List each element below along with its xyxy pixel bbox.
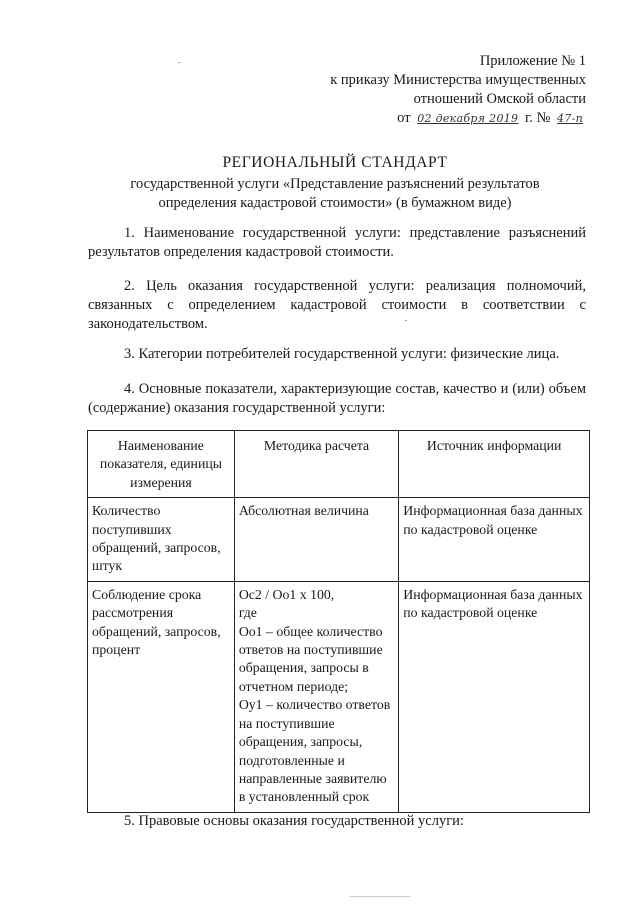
standard-title: РЕГИОНАЛЬНЫЙ СТАНДАРТ — [222, 154, 448, 171]
date-prefix: от — [397, 110, 411, 126]
row2-source: Информационная база данных по кадастровой оценке — [399, 581, 590, 812]
section-1-service-name: 1. Наименование государственной услуги: представление разъяснений результатов определения кадастровой стоимости. — [88, 225, 586, 260]
scan-speck — [178, 62, 180, 63]
appendix-order-ref: к приказу Министерства имущественных — [330, 72, 586, 88]
header-calculation-method: Методика расчета — [234, 431, 398, 498]
table-row — [88, 498, 590, 582]
appendix-ministry: отношений Омской области — [413, 91, 586, 107]
section-4-indicators: 4. Основные показатели, характеризующие состав, качество и (или) объем (содержание) оказания государственной услуги: — [88, 381, 586, 416]
section-2-service-goal: 2. Цель оказания государственной услуги: реализация полномочий, связанных с определением кадастровой стоимости в соответствии с законодательством. — [88, 278, 586, 332]
service-title-line2: определения кадастровой стоимости» (в бумажном виде) — [158, 195, 512, 211]
handwritten-order-number: 47-п — [557, 112, 583, 125]
header-indicator-name: Наименование показателя, единицы измерения — [88, 431, 235, 498]
row2-indicator: Соблюдение срока рассмотрения обращений, запросов, процент — [88, 581, 235, 812]
table-header-row — [88, 431, 590, 498]
table-row — [88, 581, 590, 812]
appendix-date-line — [330, 109, 586, 128]
row1-method: Абсолютная величина — [234, 498, 398, 582]
order-number-label: г. № — [524, 110, 551, 126]
appendix-number: Приложение № 1 — [479, 53, 586, 69]
service-title-line1: государственной услуги «Представление разъяснений результатов — [130, 176, 540, 192]
header-information-source: Источник информации — [399, 431, 590, 498]
scan-speck — [350, 896, 410, 897]
document-title — [60, 153, 610, 213]
scan-speck — [405, 320, 407, 321]
row1-source: Информационная база данных по кадастровой оценке — [399, 498, 590, 582]
row1-indicator: Количество поступивших обращений, запросов, штук — [88, 498, 235, 582]
section-5-legal-basis: 5. Правовые основы оказания государственной услуги: — [124, 813, 464, 829]
section-3-consumers: 3. Категории потребителей государственной услуги: физические лица. — [124, 346, 560, 362]
row2-method: Ос2 / Оо1 х 100, где Оо1 – общее количество ответов на поступившие обращения, запросы в отчетном периоде; Оу1 – количество ответов на поступившие обращения, запросы, подготовленные и направленные заявителю в установленный срок — [234, 581, 398, 812]
handwritten-date: 02 декабря 2019 — [417, 112, 519, 125]
indicators-table — [87, 430, 590, 813]
appendix-header — [330, 52, 586, 128]
